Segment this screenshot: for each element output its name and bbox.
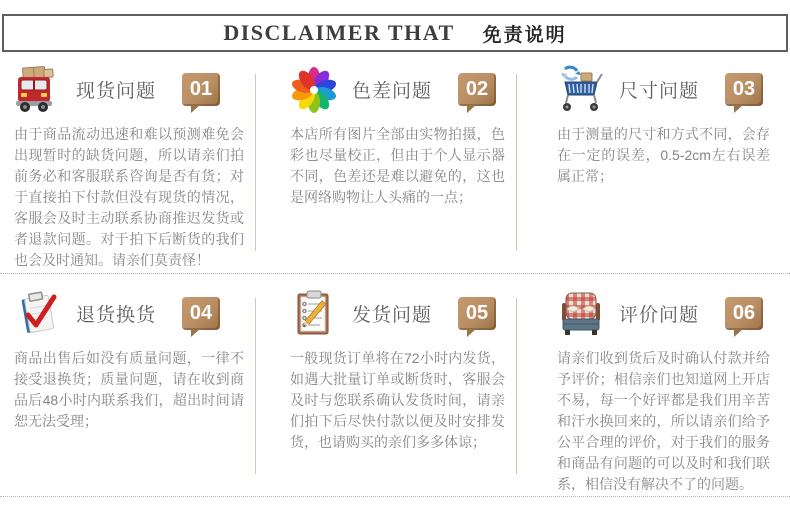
section-shipping [256, 288, 517, 496]
section-size-header [557, 64, 770, 114]
section-color-body: 本店所有图片全部由实物拍摄，色彩也尽量校正，但由于个人显示器不同，色差还是难以避免的，这也是网络购物让人头痛的一点； [290, 126, 505, 205]
section-stock-body: 由于商品流动迅速和难以预测难免会出现暂时的缺货问题，所以请亲们拍前务必和客服联系咨询是否有货；对于直接拍下付款但没有现货的情况，客服会及时主动联系协商推迟发货或者退款问题。对于拍下后断货的我们也会及时通知。请亲们莫责怪！ [14, 126, 244, 268]
checked-notepad-icon [14, 289, 62, 337]
section-feedback-number: 06 [732, 301, 756, 324]
truck-icon [14, 65, 62, 113]
section-shipping-body: 一般现货订单将在72小时内发货，如遇大批量订单或断货时，客服会及时与您联系确认发货时间，请亲们拍下后尽快付款以便及时安排发货，也请购买的亲们多多体谅； [290, 350, 505, 450]
section-returns-body: 商品出售后如没有质量问题，一律不接受退换货；质量问题，请在收到商品后48小时内联系我们，超出时间请恕无法受理； [14, 350, 244, 429]
section-color-difference [256, 64, 517, 273]
section-shipping-number-badge [458, 297, 496, 330]
section-color-header [290, 64, 505, 114]
section-shipping-title: 发货问题 [352, 304, 433, 326]
section-feedback [517, 288, 790, 496]
section-size [517, 64, 790, 273]
section-color-number: 02 [465, 77, 489, 100]
section-stock [0, 64, 256, 273]
section-size-number-badge [725, 73, 763, 106]
section-stock-number: 01 [189, 77, 213, 100]
section-stock-number-badge [182, 73, 220, 106]
section-size-title: 尺寸问题 [619, 80, 700, 102]
section-size-body: 由于测量的尺寸和方式不同，会存在一定的误差，0.5-2cm左右误差属正常； [557, 126, 770, 184]
section-stock-title: 现货问题 [76, 80, 157, 102]
section-returns-title: 退货换货 [76, 304, 157, 326]
armchair-icon [557, 289, 605, 337]
section-shipping-number: 05 [465, 301, 489, 324]
section-color-number-badge [458, 73, 496, 106]
sections-row-bottom [0, 274, 790, 497]
sections-row-top [0, 52, 790, 274]
section-color-title: 色差问题 [352, 80, 433, 102]
section-shipping-header [290, 288, 505, 338]
order-clipboard-icon [290, 289, 338, 337]
shopping-cart-icon [557, 65, 605, 113]
section-feedback-body: 请亲们收到货后及时确认付款并给予评价；相信亲们也知道网上开店不易，每一个好评都是我们用辛苦和汗水换回来的，所以请亲们给予公平合理的评价，对于我们的服务和商品有问题的可以及时和我们联系，相信没有解决不了的问题。 [557, 350, 770, 492]
section-stock-header [14, 64, 244, 114]
page-header [2, 14, 788, 52]
section-returns-number-badge [182, 297, 220, 330]
section-feedback-title: 评价问题 [619, 304, 700, 326]
header-title-chinese: 免责说明 [482, 24, 567, 46]
section-feedback-header [557, 288, 770, 338]
section-returns [0, 288, 256, 496]
section-returns-number: 04 [189, 301, 213, 324]
section-size-number: 03 [732, 77, 756, 100]
rainbow-flower-icon [290, 65, 338, 113]
section-returns-header [14, 288, 244, 338]
section-feedback-number-badge [725, 297, 763, 330]
header-title-english: DISCLAIMER THAT [223, 20, 455, 45]
